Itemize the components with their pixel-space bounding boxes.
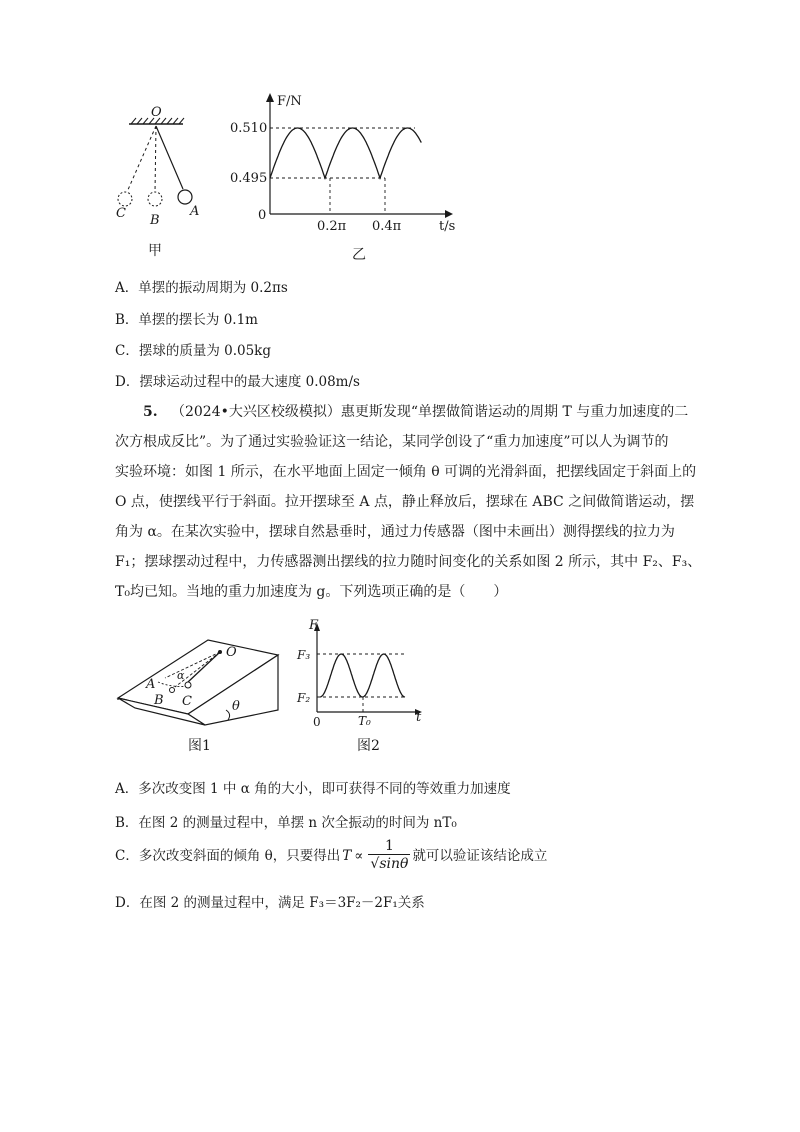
fig2-label-F2: F₂ bbox=[297, 691, 311, 705]
y-axis-arrow bbox=[266, 93, 274, 102]
q4-option-c[interactable]: C．摆球的质量为 0.05kg bbox=[115, 343, 272, 359]
q5-line-5: 角为 α。在某次实验中，摆球自然悬垂时，通过力传感器（图中未画出）测得摆线的拉力为 bbox=[115, 524, 675, 540]
fig2-y-label: F bbox=[309, 618, 319, 633]
caption-yi: 乙 bbox=[352, 247, 366, 263]
q5-option-c-before: C．多次改变斜面的倾角 θ，只要得出 bbox=[115, 847, 341, 864]
caption-fig1: 图1 bbox=[188, 738, 211, 754]
q5-line-7: T₀均已知。当地的重力加速度为 g。下列选项正确的是（ ） bbox=[115, 584, 508, 600]
q5-line-2: 次方根成反比”。为了通过实验验证这一结论，某同学创设了“重力加速度”可以人为调节的 bbox=[115, 434, 669, 450]
fig2-curve bbox=[320, 654, 405, 697]
q5-option-c[interactable] bbox=[115, 838, 547, 873]
fig2-label-T0: T₀ bbox=[358, 714, 371, 728]
q5-number: 5. bbox=[143, 404, 158, 420]
label-A: A bbox=[190, 204, 200, 219]
q5-option-a[interactable]: A．多次改变图 1 中 α 角的大小，即可获得不同的等效重力加速度 bbox=[115, 781, 511, 797]
y-axis-label: F/N bbox=[277, 94, 302, 109]
q5-option-d[interactable]: D．在图 2 的测量过程中，满足 F₃＝3F₂－2F₁关系 bbox=[115, 895, 425, 911]
chart-yi bbox=[225, 88, 475, 263]
chart-fig2 bbox=[295, 615, 435, 755]
origin-label: 0 bbox=[258, 208, 267, 223]
label-B: B bbox=[150, 213, 160, 228]
fig2-x-label: t bbox=[416, 710, 422, 725]
q5-option-c-T: T bbox=[342, 847, 352, 864]
q5-option-c-after: 就可以验证该结论成立 bbox=[412, 847, 548, 864]
bob-A bbox=[178, 190, 192, 204]
label-O: O bbox=[151, 105, 162, 120]
caption-jia: 甲 bbox=[148, 243, 162, 259]
q5-source: （2024•大兴区校级模拟） bbox=[170, 404, 341, 420]
q5-option-c-den: √sinθ bbox=[370, 856, 409, 872]
string-B bbox=[155, 126, 156, 192]
fig2-origin: 0 bbox=[313, 715, 321, 729]
string-A bbox=[156, 126, 183, 189]
q5-line-1 bbox=[115, 397, 705, 427]
fig1-bob bbox=[185, 682, 191, 688]
bob-B bbox=[148, 192, 162, 206]
q5-line-6: F₁；摆球摆动过程中，力传感器测出摆线的拉力随时间变化的关系如图 2 所示，其中 F₂、F₃、 bbox=[115, 554, 702, 570]
label-theta: θ bbox=[232, 699, 240, 714]
caption-fig2: 图2 bbox=[357, 738, 380, 754]
q5-stem bbox=[115, 397, 705, 607]
q5-line-4: O 点，使摆线平行于斜面。拉开摆球至 A 点，静止释放后，摆球在 ABC 之间做简谐运动，摆 bbox=[115, 494, 695, 510]
x-axis-arrow bbox=[445, 210, 453, 218]
fig1-label-alpha: α bbox=[177, 669, 185, 682]
x-axis-label: t/s bbox=[439, 219, 456, 234]
y-tick-label-0510: 0.510 bbox=[230, 121, 268, 136]
q4-option-b[interactable]: B．单摆的摆长为 0.1m bbox=[115, 312, 258, 328]
fig1-label-A: A bbox=[146, 677, 156, 692]
q5-option-c-prop: ∝ bbox=[354, 847, 364, 864]
q4-option-a[interactable]: A．单摆的振动周期为 0.2πs bbox=[115, 280, 288, 296]
string-C bbox=[127, 126, 156, 192]
figure-1 bbox=[110, 630, 300, 755]
x-tick-label-0.4pi: 0.4π bbox=[372, 219, 402, 234]
figure-jia bbox=[105, 100, 215, 260]
q5-option-c-num: 1 bbox=[384, 838, 394, 854]
label-C: C bbox=[116, 206, 126, 221]
fig2-label-F3: F₃ bbox=[297, 648, 311, 662]
fig1-label-B: B bbox=[154, 693, 164, 708]
q5-option-c-fraction bbox=[368, 838, 410, 873]
q4-option-d[interactable]: D．摆球运动过程中的最大速度 0.08m/s bbox=[115, 374, 360, 390]
x-tick-label-0.2pi: 0.2π bbox=[317, 219, 347, 234]
fig1-bob-B bbox=[170, 688, 175, 693]
y-tick-label-0495: 0.495 bbox=[230, 171, 268, 186]
q5-text-1: 惠更斯发现“单摆做简谐运动的周期 T 与重力加速度的二 bbox=[340, 404, 689, 420]
fig1-label-O: O bbox=[226, 645, 237, 660]
tension-curve bbox=[270, 128, 421, 178]
fig1-label-C: C bbox=[182, 694, 192, 709]
q5-line-3: 实验环境：如图 1 所示，在水平地面上固定一倾角 θ 可调的光滑斜面，把摆线固定于斜面上的 bbox=[115, 464, 697, 480]
q5-option-b[interactable]: B．在图 2 的测量过程中，单摆 n 次全振动的时间为 nT₀ bbox=[115, 815, 457, 831]
bob-C bbox=[118, 192, 132, 206]
